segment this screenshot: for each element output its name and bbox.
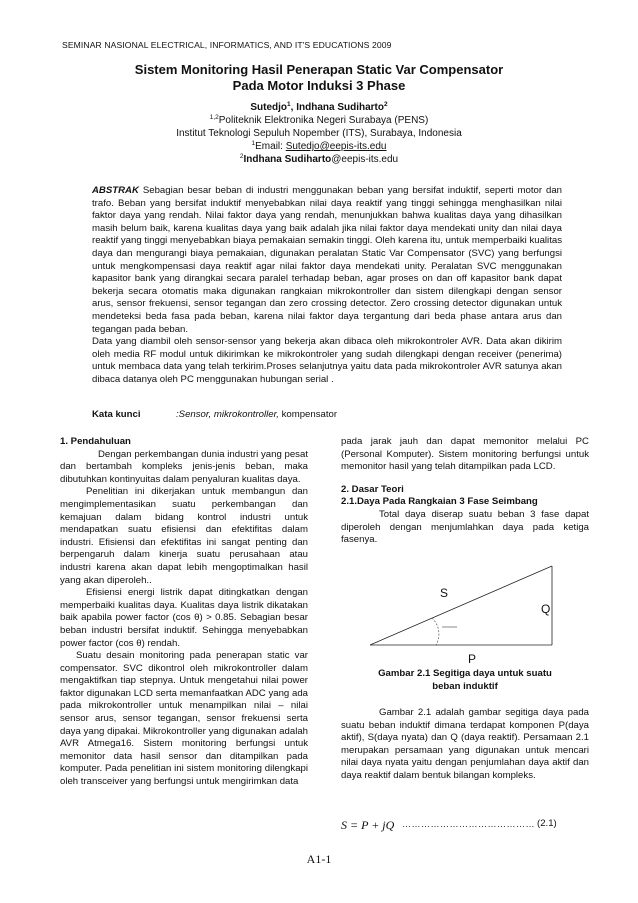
figure-caption-line-2: beban induktif bbox=[432, 681, 498, 692]
figure-caption bbox=[340, 667, 590, 693]
left-paragraph-4: Suatu desain monitoring pada penerapan static var compensator. SVC dikontrol oleh mikrokontroller dalam mengaktifkan tiap stepnya. Untuk mengetahui nilai power faktor digunakan LCD serta memanfaatkan ADC yang ada pada mikrokontroller untuk menampilkan nilai – nilai sensor arus, sensor tegangan, sensor frekuensi serta daya yang dipakai. Mikrokontroller yang digunakan adalah AVR Atmega16. Sistem monitoring berfungsi untuk memonitor data hasil sensor dan ditampilkan pada komputer. Pada penelitian ini sistem monitoring dilengkapi oleh transceiver yang berfungsi untuk mengirimkan data bbox=[60, 650, 308, 788]
email-1-sup: 1 bbox=[251, 140, 256, 147]
page-number: A1-1 bbox=[306, 852, 332, 866]
paper-title-line-2: Pada Motor Induksi 3 Phase bbox=[232, 78, 406, 93]
abstract-text-1: Sebagian besar beban di industri menggunakan beban yang bersifat induktif, seperti motor dan trafo. Beban yang bersifat induktif menyebabkan nilai daya reaktif yang tinggi sehingga menghasilkan nilai faktor daya yang rendah. Nilai faktor daya yang rendah, menunjukkan bahwa kualitas daya yang dihasilkan masih belum baik, karena kualitas daya yang baik adalah jika nilai faktor daya mendekati unity dan nilai daya reaktif yang tinggi menyebabkan biaya pemakaian semakin tinggi. Oleh karena itu, untuk memperbaiki kualitas daya dan mengurangi biaya pemakaian, digunakan peralatan Static Var Compensator (SVC) yang berfungsi untuk mengkompensasi daya reaktif agar nilai faktor daya mendekati unity. Peralatan SVC menggunakan kapasitor bank yang dirangkai secara paralel terhadap beban, agar proses on dan off kapasitor bank dapat bekerja secara otomatis maka digunakan rangkaian mikrokontroller dan sistem dilengkapi dengan sensor arus, sensor frekuensi, sensor tegangan dan zero crossing detector. Zero crossing detector digunakan untuk mendeteksi beda fasa pada beban, karena nilai faktor daya tergantung dari beda phase antara arus dan tegangan pada beban. bbox=[92, 185, 562, 335]
figure-caption-line-1: Gambar 2.1 Segitiga daya untuk suatu bbox=[378, 668, 552, 679]
abstract-paragraph-1 bbox=[92, 185, 562, 336]
authors bbox=[0, 101, 638, 114]
right-paragraph-1: pada jarak jauh dan dapat memonitor melalui PC (Personal Komputer). Sistem monitoring berfungsi untuk memonitor hasil yang telah ditampilkan pada LCD. bbox=[341, 436, 589, 473]
figure-label-p: P bbox=[468, 652, 477, 666]
affiliation-1-sup: 1,2 bbox=[209, 114, 219, 121]
abstract-paragraph-2: Data yang diambil oleh sensor-sensor yang bekerja akan dibaca oleh mikrokontroler AVR. Data akan dikirim oleh media RF modul untuk dikirimkan ke mikrokontroler yang sudah dilengkapi dengan receiver (penerima) untuk membaca data yang telah terkirim.Proses selanjutnya yaitu data pada mikrokontroler AVR satunya akan dibaca datanya oleh PC menggunakan hubungan serial . bbox=[92, 336, 562, 385]
affiliation-1 bbox=[0, 114, 638, 127]
right-paragraph-3: Gambar 2.1 adalah gambar segitiga daya pada suatu beban induktif dimana terdapat komponen P(daya aktif), S(daya nyata) dan Q (daya reaktif). Persamaan 2.1 merupakan persamaan yang digunakan untuk mencari nilai daya nyata yaitu dengan penjumlahan daya aktif dan daya reaktif dalam bentuk bilangan kompleks. bbox=[341, 707, 589, 781]
keywords-value bbox=[176, 409, 337, 420]
keywords-italic: :Sensor, mikrokontroller, bbox=[176, 409, 279, 420]
email-2-name: Indhana Sudiharto bbox=[243, 154, 332, 165]
email-2 bbox=[0, 153, 638, 166]
equation-number: (2.1) bbox=[537, 818, 557, 829]
author-1: Sutedjo bbox=[250, 102, 288, 113]
right-column-lower bbox=[341, 707, 589, 783]
right-paragraph-2: Total daya diserap suatu beban 3 fase dapat diperoleh dengan menjumlahkan daya pada ketiga fasenya. bbox=[341, 508, 589, 546]
author-2-sup: 2 bbox=[384, 101, 388, 108]
abstract-label: ABSTRAK bbox=[92, 185, 139, 196]
author-separator: , Indhana Sudiharto bbox=[290, 102, 384, 113]
affiliation-2: Institut Teknologi Sepuluh Nopember (ITS), Surabaya, Indonesia bbox=[176, 128, 462, 139]
left-paragraph-2: Penelitian ini dikerjakan untuk membangun dan mengimplementasikan suatu perkembangan dan kemajuan dalam bidang kontrol industri untuk mendapatkan suatu efisiensi dan efektifitas dalam industri. Efisiensi dan efektifitas ini sangat penting dan berpengaruh dalam kinerja suatu perusahaan atau industri karena akan dapat lebih mengoptimalkan hasil yang akan diperoleh.. bbox=[60, 486, 308, 586]
author-1-sup: 1 bbox=[287, 101, 291, 108]
figure-label-q: Q bbox=[541, 602, 551, 616]
email-1 bbox=[0, 140, 638, 153]
email-2-sup: 2 bbox=[239, 153, 244, 160]
keywords-rest: kompensator bbox=[278, 409, 338, 420]
conference-header: SEMINAR NASIONAL ELECTRICAL, INFORMATICS, AND IT'S EDUCATIONS 2009 bbox=[62, 40, 392, 50]
paper-title-line-1: Sistem Monitoring Hasil Penerapan Static Var Compensator bbox=[134, 62, 504, 77]
section-1-heading: 1. Pendahuluan bbox=[60, 436, 131, 447]
equation-dots: …………………………………… bbox=[402, 819, 535, 829]
angle-arc bbox=[432, 618, 439, 645]
section-2-heading: 2. Dasar Teori bbox=[341, 483, 404, 495]
email-2-rest: @eepis-its.edu bbox=[331, 154, 399, 165]
power-triangle-figure bbox=[360, 560, 590, 660]
email-1-label: Email: bbox=[255, 141, 286, 152]
figure-label-s: S bbox=[440, 586, 449, 600]
section-2-1-heading: 2.1.Daya Pada Rangkaian 3 Fase Seimbang bbox=[341, 496, 538, 508]
left-column bbox=[60, 436, 308, 789]
right-column bbox=[341, 436, 589, 547]
keywords-label: Kata kunci bbox=[92, 409, 141, 420]
affiliation-1-text: Politeknik Elektronika Negeri Surabaya (PENS) bbox=[218, 115, 429, 126]
equation: S = P + jQ bbox=[341, 818, 395, 832]
left-paragraph-1: Dengan perkembangan dunia industri yang pesat dan bertambah kompleks jenis-jenis beban, maka dibutuhkan kontinyuitas dalam penyaluran kualitas daya. bbox=[60, 448, 308, 485]
left-paragraph-3: Efisiensi energi listrik dapat ditingkatkan dengan memperbaiki kualitas daya. Kualitas daya listrik dikatakan baik apabila power factor (cos θ) > 0.85. Sebagian besar beban industri bersifat induktif. Sehingga menyebabkan power factor (cos θ) rendah. bbox=[60, 587, 308, 649]
triangle-side-s bbox=[370, 566, 552, 645]
abstract bbox=[92, 185, 562, 387]
spacer bbox=[341, 474, 589, 484]
email-1-link[interactable]: Sutedjo@eepis-its.edu bbox=[285, 141, 387, 152]
